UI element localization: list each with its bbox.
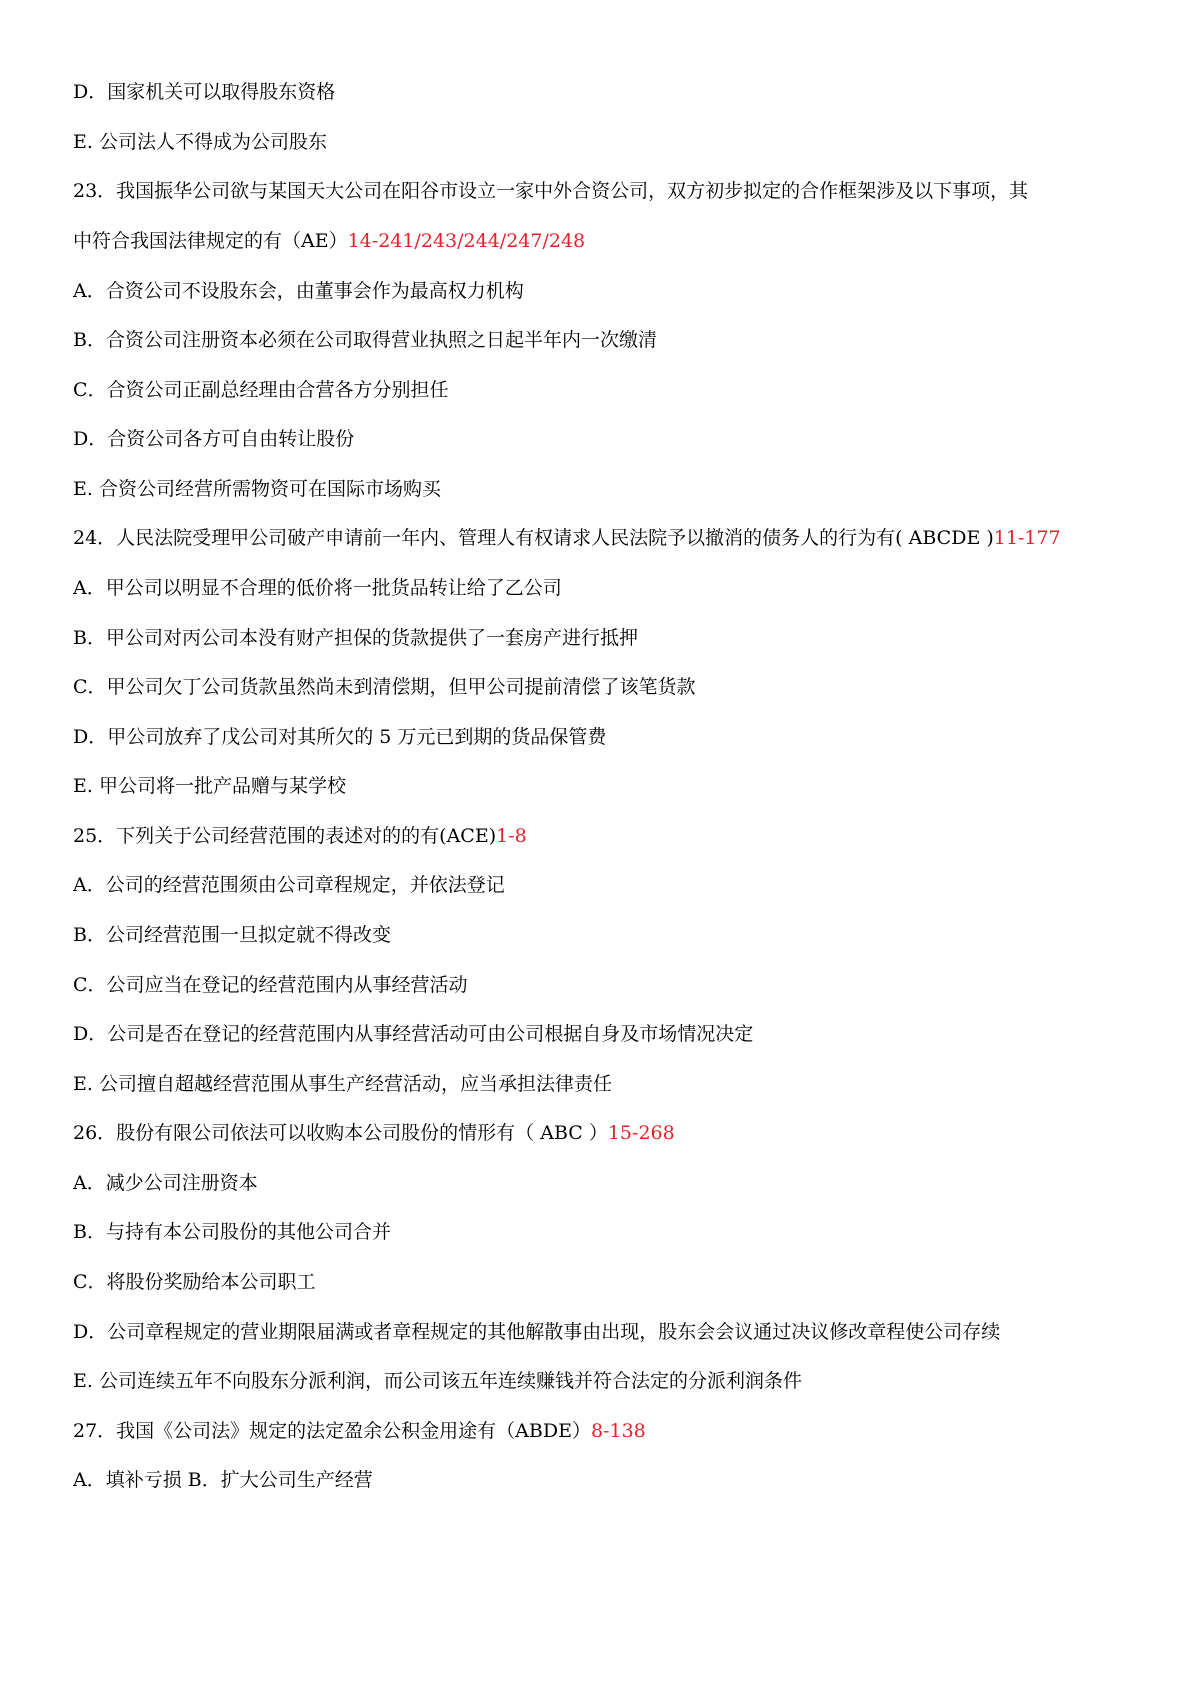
line-text: A．填补亏损 B．扩大公司生产经营 xyxy=(73,1469,373,1491)
line-text: 中符合我国法律规定的有（AE） xyxy=(73,230,348,252)
option-line xyxy=(73,625,1133,651)
option-line xyxy=(73,922,1133,948)
reference-note: 14-241/243/244/247/248 xyxy=(347,230,586,252)
option-line xyxy=(73,724,1133,750)
line-text: A．合资公司不设股东会，由董事会作为最高权力机构 xyxy=(73,280,524,302)
line-text: B．甲公司对丙公司本没有财产担保的货款提供了一套房产进行抵押 xyxy=(73,627,638,649)
line-text: C．合资公司正副总经理由合营各方分别担任 xyxy=(73,379,449,401)
question-stem xyxy=(73,525,1133,551)
option-line xyxy=(73,1219,1133,1245)
text-line xyxy=(73,79,1133,105)
question-stem xyxy=(73,1418,1133,1444)
option-line xyxy=(73,972,1133,998)
line-text: C．将股份奖励给本公司职工 xyxy=(73,1271,316,1293)
question-stem xyxy=(73,178,1133,204)
line-text: 24．人民法院受理甲公司破产申请前一年内、管理人有权请求人民法院予以撤消的债务人的行为有( ABCDE ) xyxy=(73,527,994,549)
line-text: E. 公司擅自超越经营范围从事生产经营活动，应当承担法律责任 xyxy=(73,1073,612,1095)
option-line xyxy=(73,476,1133,502)
text-line xyxy=(73,129,1133,155)
line-text: A．公司的经营范围须由公司章程规定，并依法登记 xyxy=(73,874,505,896)
option-line xyxy=(73,426,1133,452)
line-text: 26．股份有限公司依法可以收购本公司股份的情形有（ ABC ） xyxy=(73,1122,608,1144)
line-text: A．甲公司以明显不合理的低价将一批货品转让给了乙公司 xyxy=(73,577,562,599)
line-text: B．与持有本公司股份的其他公司合并 xyxy=(73,1221,391,1243)
option-line xyxy=(73,575,1133,601)
line-text: D．合资公司各方可自由转让股份 xyxy=(73,428,355,450)
option-line xyxy=(73,1170,1133,1196)
option-line xyxy=(73,674,1133,700)
line-text: D．国家机关可以取得股东资格 xyxy=(73,81,336,103)
line-text: D．公司章程规定的营业期限届满或者章程规定的其他解散事由出现，股东会会议通过决议修改章程使公司存续 xyxy=(73,1321,1001,1343)
question-stem xyxy=(73,1120,1133,1146)
line-text: E. 公司法人不得成为公司股东 xyxy=(73,131,327,153)
question-stem-continued xyxy=(73,228,1133,254)
reference-note: 15-268 xyxy=(607,1122,675,1144)
option-line xyxy=(73,1467,1133,1493)
line-text: D．公司是否在登记的经营范围内从事经营活动可由公司根据自身及市场情况决定 xyxy=(73,1023,754,1045)
question-stem xyxy=(73,823,1133,849)
reference-note: 11-177 xyxy=(993,527,1061,549)
line-text: E. 公司连续五年不向股东分派利润，而公司该五年连续赚钱并符合法定的分派利润条件 xyxy=(73,1370,802,1392)
reference-note: 1-8 xyxy=(496,825,527,847)
line-text: 23．我国振华公司欲与某国天大公司在阳谷市设立一家中外合资公司，双方初步拟定的合作框架涉及以下事项，其 xyxy=(73,180,1029,202)
option-line xyxy=(73,872,1133,898)
line-text: C．甲公司欠丁公司货款虽然尚未到清偿期，但甲公司提前清偿了该笔货款 xyxy=(73,676,696,698)
line-text: 25．下列关于公司经营范围的表述对的的有(ACE) xyxy=(73,825,497,847)
option-line xyxy=(73,1319,1133,1345)
option-line xyxy=(73,327,1133,353)
line-text: E. 甲公司将一批产品赠与某学校 xyxy=(73,775,346,797)
option-line xyxy=(73,773,1133,799)
line-text: C．公司应当在登记的经营范围内从事经营活动 xyxy=(73,974,468,996)
option-line xyxy=(73,1071,1133,1097)
line-text: B．公司经营范围一旦拟定就不得改变 xyxy=(73,924,391,946)
option-line xyxy=(73,1021,1133,1047)
option-line xyxy=(73,278,1133,304)
line-text: D．甲公司放弃了戊公司对其所欠的 5 万元已到期的货品保管费 xyxy=(73,726,607,748)
option-line xyxy=(73,1269,1133,1295)
option-line xyxy=(73,1368,1133,1394)
reference-note: 8-138 xyxy=(590,1420,646,1442)
line-text: 27．我国《公司法》规定的法定盈余公积金用途有（ABDE） xyxy=(73,1420,591,1442)
option-line xyxy=(73,377,1133,403)
line-text: B．合资公司注册资本必须在公司取得营业执照之日起半年内一次缴清 xyxy=(73,329,657,351)
line-text: E. 合资公司经营所需物资可在国际市场购买 xyxy=(73,478,441,500)
line-text: A．减少公司注册资本 xyxy=(73,1172,258,1194)
